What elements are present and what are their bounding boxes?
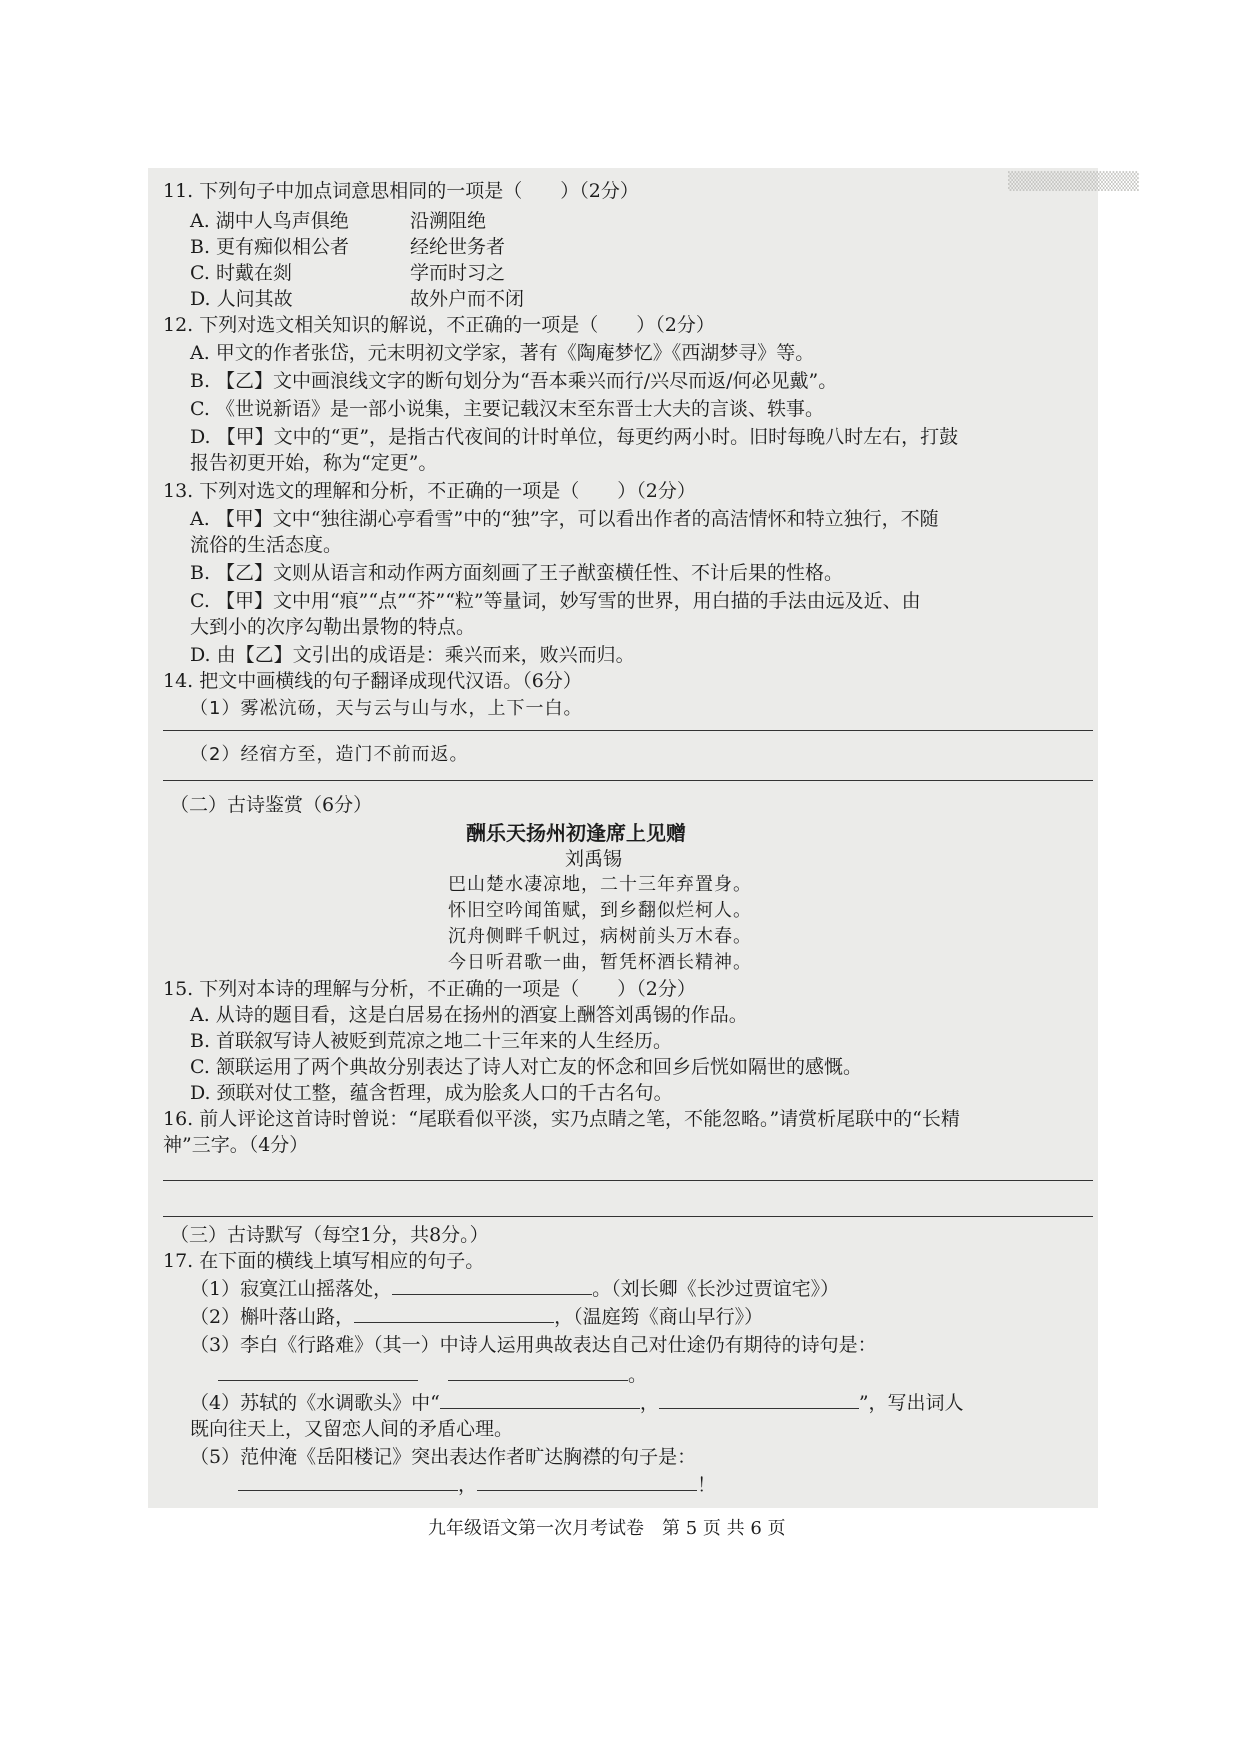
q12-option-d: D. 【甲】文中的“更”，是指古代夜间的计时单位，每更约两小时。旧时每晚八时左右，打鼓 (190, 426, 959, 448)
answer-line (163, 1216, 1093, 1217)
poem-line-2: 怀旧空吟闻笛赋，到乡翻似烂柯人。 (448, 900, 752, 921)
q13-option-a: A. 【甲】文中“独往湖心亭看雪”中的“独”字，可以看出作者的高洁情怀和特立独行，不随 (190, 508, 939, 530)
q13-stem: 13. 下列对选文的理解和分析，不正确的一项是（ ）（2分） (163, 480, 696, 502)
answer-line (163, 780, 1093, 781)
q17-stem: 17. 在下面的横线上填写相应的句子。 (163, 1250, 485, 1272)
q14-stem: 14. 把文中画横线的句子翻译成现代汉语。（6分） (163, 670, 582, 692)
q15-option-d: D. 颈联对仗工整，蕴含哲理，成为脍炙人口的千古名句。 (190, 1082, 673, 1104)
q12-option-c: C. 《世说新语》是一部小说集，主要记载汉末至东晋士大夫的言谈、轶事。 (190, 398, 824, 420)
section-3-heading: （三）古诗默写（每空1分，共8分。） (170, 1224, 489, 1246)
q12-option-b: B. 【乙】文中画浪线文字的断句划分为“吾本乘兴而行/兴尽而返/何必见戴”。 (190, 370, 838, 392)
q15-option-c: C. 颔联运用了两个典故分别表达了诗人对亡友的怀念和回乡后恍如隔世的感慨。 (190, 1056, 862, 1078)
q11-option-d: D. 人问其故 (190, 288, 293, 310)
q11-option-d-right: 故外户而不闭 (410, 288, 525, 310)
q17-item-4-cont: 既向往天上，又留恋人间的矛盾心理。 (190, 1418, 514, 1440)
fill-blank[interactable] (354, 1304, 554, 1323)
fill-blank[interactable] (448, 1362, 628, 1381)
q14-sentence-2: （2）经宿方至，造门不前而返。 (190, 744, 469, 765)
q13-option-d: D. 由【乙】文引出的成语是：乘兴而来，败兴而归。 (190, 644, 635, 666)
page-footer: 九年级语文第一次月考试卷 第 5 页 共 6 页 (428, 1518, 786, 1539)
q17-item-4-tail: ”，写出词人 (858, 1392, 964, 1414)
q13-option-a-cont: 流俗的生活态度。 (190, 534, 343, 556)
q17-item-3-blanks (218, 1362, 647, 1388)
fill-blank[interactable] (238, 1472, 458, 1491)
poem-line-4: 今日听君歌一曲，暂凭杯酒长精神。 (448, 952, 752, 973)
q13-option-c-cont: 大到小的次序勾勒出景物的特点。 (190, 616, 476, 638)
fill-blank[interactable] (477, 1472, 697, 1491)
q11-option-b: B. 更有痴似相公者 (190, 236, 350, 258)
q17-item-3: （3）李白《行路难》（其一）中诗人运用典故表达自己对仕途仍有期待的诗句是： (190, 1334, 877, 1356)
q11-stem: 11. 下列句子中加点词意思相同的一项是（ ）（2分） (163, 180, 639, 202)
q12-option-d-cont: 报告初更开始，称为“定更”。 (190, 452, 438, 474)
q17-item-4-text: （4）苏轼的《水调歌头》中“ (190, 1392, 440, 1414)
q11-option-c-right: 学而时习之 (410, 262, 506, 284)
q17-item-4 (190, 1390, 964, 1416)
q11-option-b-right: 经纶世务者 (410, 236, 506, 258)
answer-line (163, 730, 1093, 731)
fill-blank[interactable] (392, 1276, 592, 1295)
q11-option-a-right: 沿溯阻绝 (410, 210, 487, 232)
q17-item-3-end: 。 (628, 1364, 648, 1386)
poem-author: 刘禹锡 (565, 848, 623, 870)
q17-item-1-source: 。（刘长卿《长沙过贾谊宅》） (592, 1278, 840, 1300)
q15-option-a: A. 从诗的题目看，这是白居易在扬州的酒宴上酬答刘禹锡的作品。 (190, 1004, 748, 1026)
q12-option-a: A. 甲文的作者张岱，元末明初文学家，著有《陶庵梦忆》《西湖梦寻》等。 (190, 342, 815, 364)
poem-line-3: 沉舟侧畔千帆过，病树前头万木春。 (448, 926, 752, 947)
poem-title: 酬乐天扬州初逢席上见赠 (466, 821, 686, 845)
q17-item-2 (190, 1304, 763, 1330)
answer-line (163, 1180, 1093, 1181)
q17-item-5-comma: ， (458, 1474, 478, 1496)
exam-page (148, 168, 1139, 1508)
q16-stem-cont: 神”三字。（4分） (163, 1134, 309, 1156)
fill-blank[interactable] (440, 1390, 640, 1409)
q17-item-2-text: （2）槲叶落山路， (190, 1306, 355, 1328)
bleed-through: ▒▒▒▒▒▒▒▒▒▒ (1008, 172, 1139, 192)
fill-blank[interactable] (659, 1390, 859, 1409)
q17-item-1-text: （1）寂寞江山摇落处， (190, 1278, 393, 1300)
q13-option-b: B. 【乙】文则从语言和动作两方面刻画了王子猷蛮横任性、不计后果的性格。 (190, 562, 844, 584)
q12-stem: 12. 下列对选文相关知识的解说，不正确的一项是（ ）（2分） (163, 314, 715, 336)
q11-option-a: A. 湖中人鸟声俱绝 (190, 210, 349, 232)
q17-item-5: （5）范仲淹《岳阳楼记》突出表达作者旷达胸襟的句子是： (190, 1446, 697, 1468)
q15-option-b: B. 首联叙写诗人被贬到荒凉之地二十三年来的人生经历。 (190, 1030, 673, 1052)
poem-line-1: 巴山楚水凄凉地，二十三年弃置身。 (448, 874, 752, 895)
q14-sentence-1: （1）雾凇沆砀，天与云与山与水，上下一白。 (190, 698, 583, 719)
q17-item-4-comma: ， (639, 1392, 659, 1414)
q17-item-5-blanks (238, 1472, 716, 1498)
q15-stem: 15. 下列对本诗的理解与分析，不正确的一项是（ ）（2分） (163, 978, 696, 1000)
q17-item-1 (190, 1276, 839, 1302)
q16-stem: 16. 前人评论这首诗时曾说：“尾联看似平淡，实乃点睛之笔，不能忽略。”请赏析尾联中的“长精 (163, 1108, 960, 1130)
q17-item-5-end: ！ (697, 1474, 717, 1496)
q17-item-2-source: ，（温庭筠《商山早行》） (554, 1306, 764, 1328)
section-2-heading: （二）古诗鉴赏（6分） (170, 794, 373, 816)
q11-option-c: C. 时戴在剡 (190, 262, 292, 284)
fill-blank[interactable] (218, 1362, 418, 1381)
q13-option-c: C. 【甲】文中用“痕”“点”“芥”“粒”等量词，妙写雪的世界，用白描的手法由远及近、由 (190, 590, 921, 612)
